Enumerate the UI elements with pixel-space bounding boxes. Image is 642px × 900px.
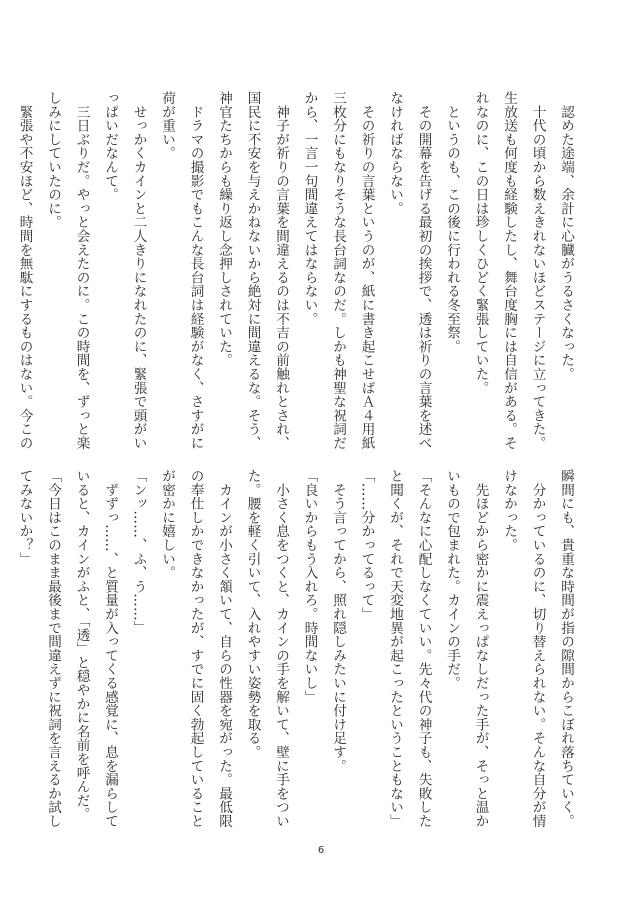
text-column: 十代の頃から数えきれないほどステージに立ってきた。 bbox=[529, 91, 546, 450]
text-column: と聞くが、それで天変地異が起こったということもない」 bbox=[387, 469, 403, 828]
text-column: 荷が重い。 bbox=[159, 91, 175, 160]
text-column: 認めた途端、余計に心臓がうるさくなった。 bbox=[558, 91, 574, 381]
text-column: ドラマの撮影でもこんな長台詞は経験がなく、さすがに bbox=[187, 91, 204, 450]
text-column: てみないか？」 bbox=[16, 469, 33, 566]
text-column: 国民に不安を与えかねないから絶対に間違えるな。そう、 bbox=[244, 91, 261, 450]
text-column: 三日ぶりだ。やっと会えたのに。この時間を、ずっと楽 bbox=[73, 91, 90, 450]
text-column: 生放送も何度も経験したし、舞台度胸には自信がある。そ bbox=[501, 91, 517, 450]
text-column: 神子が祈りの言葉を間違えるのは不吉の前触れとされ、 bbox=[273, 91, 289, 450]
text-column: れなのに、この日は珍しくひどく緊張していた。 bbox=[472, 91, 489, 395]
text-column: 緊張や不安ほど、時間を無駄にするものはない。今この bbox=[16, 91, 33, 450]
text-column: から、一言一句間違えてはならない。 bbox=[301, 91, 318, 326]
text-column: いもので包まれた。カインの手だ。 bbox=[444, 469, 460, 690]
text-column: なければならない。 bbox=[387, 91, 403, 216]
lower-text-tier bbox=[16, 469, 580, 828]
upper-text-tier bbox=[16, 91, 580, 450]
text-column: そう言ってから、照れ隠しみたいに付け足す。 bbox=[330, 469, 346, 773]
text-column: その祈りの言葉というのが、紙に書き起こせばＡ４用紙 bbox=[358, 91, 375, 450]
text-column: 「そんなに心配しなくていい。先々代の神子も、失敗した bbox=[415, 469, 432, 828]
text-column: 先ほどから密かに震えっぱなしだった手が、そっと温か bbox=[472, 469, 489, 828]
text-column: 小さく息をつくと、カインの手を解いて、壁に手をつい bbox=[273, 469, 289, 828]
text-column: けなかった。 bbox=[501, 469, 517, 552]
text-column: いると、カインがふと、「透」と穏やかに名前を呼んだ。 bbox=[73, 469, 90, 821]
text-column: ずずっ……、と質量が入ってくる感覚に、息を漏らして bbox=[102, 469, 118, 828]
text-column: 「……分かってるって」 bbox=[358, 469, 375, 621]
text-column: 「良いからもう入れろ。時間ないし」 bbox=[301, 469, 318, 704]
text-column: その開幕を告げる最初の挨拶で、透は祈りの言葉を述べ bbox=[415, 91, 432, 450]
text-column: しみにしていたのに。 bbox=[45, 91, 61, 229]
text-column: の奉仕しかできなかったが、すでに固く勃起していること bbox=[187, 469, 204, 828]
text-column: 三枚分にもなりそうな長台詞なのだ。しかも神聖な祝詞だ bbox=[330, 91, 346, 450]
text-column: が密かに嬉しい。 bbox=[159, 469, 175, 580]
text-column: というのも、この後に行われる冬至祭。 bbox=[444, 91, 460, 354]
text-column: 「今日はこのまま最後まで間違えずに祝詞を言えるか試し bbox=[45, 469, 61, 828]
text-column: 瞬間にも、貴重な時間が指の隙間からこぼれ落ちていく。 bbox=[558, 469, 574, 828]
text-column: た。腰を軽く引いて、入れやすい姿勢を取る。 bbox=[244, 469, 261, 759]
text-column: 神官たちからも繰り返し念押しされていた。 bbox=[216, 91, 232, 367]
text-column: せっかくカインと二人きりになれたのに、緊張で頭がい bbox=[130, 91, 147, 450]
text-column: カインが小さく頷いて、自らの性器を宛がった。最低限 bbox=[216, 469, 232, 828]
text-column: 「ンッ……、ふ、う……」 bbox=[130, 469, 147, 635]
text-column: 分かっているのに、切り替えられない。そんな自分が情 bbox=[529, 469, 546, 828]
page-number: 6 bbox=[317, 845, 325, 856]
text-column: っぱいだなんて。 bbox=[102, 91, 118, 202]
